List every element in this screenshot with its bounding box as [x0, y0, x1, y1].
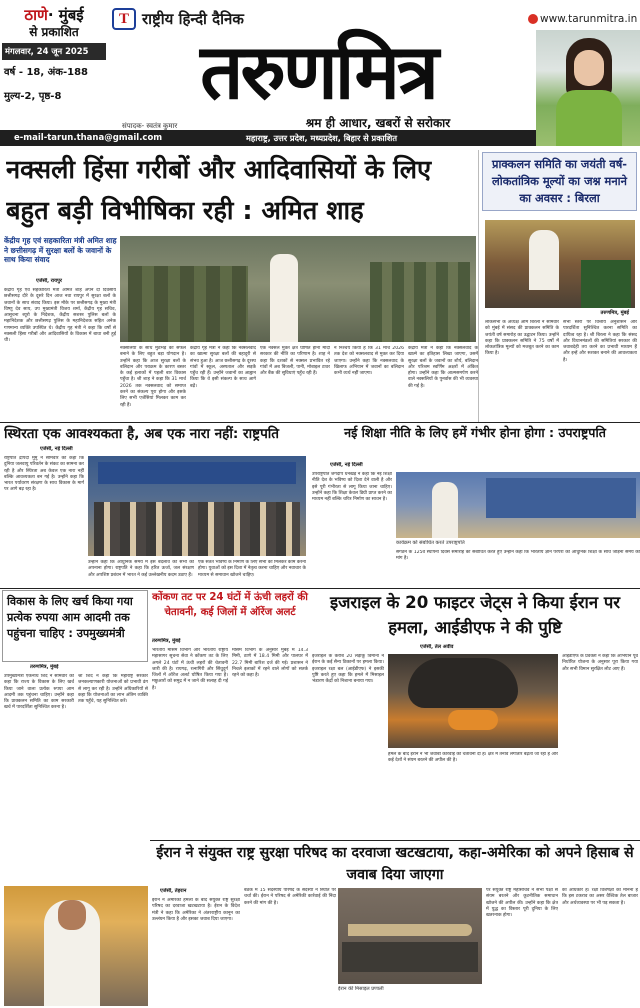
israel-column-1: इजराइल के करीब 20 लड़ाकू विमानों ने ईरान के कई सैन्य ठिकानों पर हमला किया। इजराइल रक्षा बल (आईडीएफ) ने इसकी पुष्टि करते हुए कहा कि हमले में मिसाइल भंडारण केंद्रों को निशाना बनाया गया। [312, 654, 384, 685]
expense-column-1: उपमुख्यमंत्री एकनाथ शिंदे ने सोमवार को कहा कि राज्य के विकास के लिए खर्च किया जाने वाला प्रत्येक रुपया आम आदमी तक पहुंचना चाहिए। उन्होंने कहा कि प्राक्कलन समिति का काम सरकारी खर्च में पारदर्शिता सुनिश्चित करना है। [4, 674, 74, 711]
un-headline: ईरान ने संयुक्त राष्ट्र सुरक्षा परिषद का दरवाजा खटखटाया, कहा-अमेरिका को अपने हिसाब से जवाब दिया जाएगा [156, 845, 634, 883]
slogan-dateline: एजेंसी, नई दिल्ली [40, 446, 73, 452]
israel-photo-fire [448, 710, 498, 730]
side-lead-column-2: सभी स्तरों पर वित्तीय अनुशासन और पारदर्शिता सुनिश्चित करना समिति का दायित्व रहा है। श्री बिरला ने कहा कि संसद और विधानमंडलों की समितियां सरकार की जवाबदेही तय करने का प्रभावी माध्यम हैं और इन्हें और सशक्त बनाने की आवश्यकता है। [563, 320, 637, 363]
side-lead-podium [581, 260, 631, 308]
tax-caption: कार्यक्रम को संबोधित करते उपराष्ट्रपति [396, 540, 465, 546]
un-caption: ईरान की मिसाइल प्रणाली [338, 986, 384, 992]
tax-photo-speaker [432, 482, 458, 538]
lead-column-2: नक्सलियों के साथ मुठभेड़ को सफल बनाने के लिए बहुत बड़ा योगदान है। उन्होंने कहा कि आज सुरक्षा बलों के बलिदान और पराक्रम के कारण बस्तर के कई इलाकों में पहली बार विकास पहुँचा है। श्री शाह ने कहा कि 31 मार्च 2026 तक नक्सलवाद को समाप्त करने का संकल्प पूरा होगा और इसके लिए सभी एजेंसियां मिलकर काम कर रही हैं। [120, 346, 186, 408]
rain-headline: कोंकण तट पर 24 घंटों में ऊंची लहरों की चेतावनी, कई जिलों में ऑरेंज अलर्ट [152, 592, 308, 618]
lead-column-3: केंद्रीय गृह मंत्री ने कहा कि नक्सलवाद का खात्मा सुरक्षा बलों की बहादुरी से संभव हुआ है। आज छत्तीसगढ़ के दूरस्थ गांवों में स्कूल, अस्पताल और सड़कें पहुँच रही हैं। उन्होंने जवानों का आह्वान किया कि वे इसी संकल्प के साथ आगे बढ़ें। [190, 346, 256, 389]
logo-badge-icon: T [112, 8, 136, 30]
lead-column-6-b: केंद्रीय मंत्री ने कहा कि नक्सलवाद के खात्मे का इतिहास लिखा जाएगा, उसमें सुरक्षा बलों के जवानों का शौर्य, बलिदान और परिश्रम स्वर्णिम अक्षरों में अंकित होगा। उन्होंने कहा कि आत्मसमर्पण करने वाले नक्सलियों के पुनर्वास की भी व्यवस्था की गई है। [408, 346, 478, 389]
tagline-top: राष्ट्रीय हिन्दी दैनिक [142, 10, 244, 28]
israel-headline: इजराइल के 20 फाइटर जेट्स ने किया ईरान पर हमला, आईडीएफ ने की पुष्टि [329, 593, 621, 637]
model-dress [556, 90, 622, 146]
side-lead-box [478, 150, 640, 422]
rain-dateline: तरुणमित्र, मुंबई [152, 638, 181, 644]
side-lead-column-1: लोकसभा के अध्यक्ष ओम बिरला ने सोमवार को मुंबई में संसद की प्राक्कलन समिति के जयंती वर्ष समारोह का उद्घाटन किया। उन्होंने कहा कि प्राक्कलन समिति ने 75 वर्षों में लोकतांत्रिक मूल्यों को मजबूत करने का काम किया है। [485, 320, 559, 357]
israel-dateline: एजेंसी, तेल अवीव [420, 644, 454, 650]
slogan-column-1: राष्ट्रपति द्रौपदी मुर्मु ने सोमवार को कहा कि दुनिया जलवायु परिवर्तन के संकट का सामना कर रही है और स्थिरता अब केवल एक नारा नहीं बल्कि आवश्यकता बन गई है। उन्होंने कहा कि भारत पर्यावरण संरक्षण के साथ विकास के मार्ग पर आगे बढ़ रहा है। [4, 456, 84, 493]
slogan-column-3: एक सतत भविष्य के निर्माण के लिए सभी को मिलकर काम करना होगा। युवाओं को इस दिशा में नेतृत्व करना चाहिए और नवाचार के माध्यम से समाधान खोजने चाहिए। [198, 560, 306, 578]
tax-column-2: संगठन के 125वें स्थापना दिवस समारोह को संबोधित करते हुए उन्होंने कहा कि भारतीय ज्ञान परंपरा को आधुनिक शिक्षा के साथ जोड़ना समय की मांग है। [396, 550, 640, 562]
lead-photo-crowd [370, 262, 470, 342]
issue-year: वर्ष - 18, अंक-188 [4, 67, 88, 78]
lead-column-5: ने निश्चय किया है कि 31 मार्च 2026 तक देश को नक्सलवाद से मुक्त कर दिया जाएगा। उन्होंने कहा कि नक्सलवाद के खिलाफ अभियान में जवानों का बलिदान कभी व्यर्थ नहीं जाएगा। [334, 346, 404, 377]
slogan-photo-banner [98, 462, 296, 484]
editor-line: संपादक- स्वतंत्र कुमार [122, 122, 178, 130]
lead-dateline: एजेंसी, रायपुर [36, 278, 62, 284]
globe-icon [528, 14, 538, 24]
expense-box [2, 590, 148, 662]
expense-column-2: श्री शिंदे ने कहा कि महाराष्ट्र सरकार जनकल्याणकारी योजनाओं को प्रभावी ढंग से लागू कर रही है। उन्होंने अधिकारियों से कहा कि योजनाओं का लाभ अंतिम व्यक्ति तक पहुँचे, यह सुनिश्चित करें। [78, 674, 148, 705]
side-lead-speaker [529, 230, 559, 290]
un-dateline: एजेंसी, तेहरान [160, 888, 187, 894]
israel-column-3: आईडीएफ के प्रवक्ता ने कहा कि अभियान पूर्व निर्धारित योजना के अनुसार पूरा किया गया और सभी विमान सुरक्षित लौट आए हैं। [562, 654, 638, 672]
side-lead-headline: प्राक्कलन समिति का जयंती वर्ष-लोकतांत्रिक मूल्यों का जश्न मनाने का अवसर : बिरला [482, 152, 637, 211]
un-column-1: ईरान ने अमेरिकी हमलों के बाद संयुक्त राष्ट्र सुरक्षा परिषद का दरवाजा खटखटाया है। ईरान के विदेश मंत्री ने कहा कि अमेरिका ने अंतरराष्ट्रीय कानून का उल्लंघन किया है और इसका जवाब दिया जाएगा। [152, 898, 240, 922]
slogan-photo [88, 456, 306, 556]
un-column-4: का अधिकार है। रक्षा विशेषज्ञों का मानना है कि इस टकराव का असर वैश्विक तेल बाजार और अर्थव्यवस्था पर भी पड़ सकता है। [562, 888, 638, 906]
tax-column-1: उपराष्ट्रपति जगदीप धनखड़ ने कहा कि नई शिक्षा नीति देश के भविष्य को दिशा देने वाली है और इसे पूरी गंभीरता से लागू किया जाना चाहिए। उन्होंने कहा कि शिक्षा केवल डिग्री प्राप्त करने का माध्यम नहीं बल्कि चरित्र निर्माण का साधन है। [312, 472, 392, 503]
lead-column-4: एक नक्सल मुक्त क्षेत्र घोषित होना मोदी सरकार की नीति का परिणाम है। शाह ने कहा कि दशकों से नक्सल प्रभावित रहे गांवों में अब बिजली, पानी, मोबाइल टावर और बैंक की सुविधाएं पहुँच रही हैं। [260, 346, 330, 377]
lead-photo-soldiers [128, 266, 248, 342]
tax-photo [396, 472, 640, 538]
issue-date: मंगलवार, 24 जून 2025 [2, 43, 106, 60]
slogan-headline: स्थिरता एक आवश्यकता है, अब एक नारा नहीं: राष्ट्रपति [4, 426, 280, 442]
city-label: ठाणे· मुंबई [24, 6, 84, 24]
newspaper-title: तरुणमित्र [200, 28, 436, 116]
model-photo [536, 30, 640, 146]
divider-1 [0, 422, 640, 423]
divider-2 [0, 588, 640, 589]
expense-dateline: तरुणमित्र, मुंबई [30, 664, 59, 670]
lead-subhead: केंद्रीय गृह एवं सहकारिता मंत्री अमित शाह ने छत्तीसगढ़ में सुरक्षा बलों के जवानों के साथ किया संवाद [4, 236, 117, 265]
rain-box [150, 590, 310, 636]
slogan-column-2: उन्होंने कहा कि आधुनिक समय में इस बदलाव को सभी को अपनाना होगा। राष्ट्रपति ने कहा कि हरित ऊर्जा, जल संरक्षण और अपशिष्ट प्रबंधन में भारत ने कई उल्लेखनीय कदम उठाए हैं। [88, 560, 194, 578]
side-lead-dateline: तरुणमित्र, मुंबई [600, 310, 629, 316]
masthead-left-info [2, 4, 106, 144]
model-face [574, 50, 604, 86]
un-photo [338, 888, 482, 984]
slogan-photo-people [94, 502, 300, 556]
tax-photo-banner [486, 478, 636, 518]
un-photo-launcher [342, 942, 478, 972]
lead-photo [120, 236, 476, 342]
expense-headline: विकास के लिए खर्च किया गया प्रत्येक रुपया आम आदमी तक पहुंचना चाहिए : उपमुख्यमंत्री [7, 595, 133, 640]
tax-dateline: एजेंसी, नई दिल्ली [330, 462, 363, 468]
expense-photo [4, 886, 148, 1006]
lead-photo-minister [270, 254, 298, 342]
published-from: से प्रकाशित [29, 25, 79, 39]
tax-headline: नई शिक्षा नीति के लिए हमें गंभीर होना होगा : उपराष्ट्रपति [344, 425, 606, 440]
masthead-strip [0, 130, 536, 146]
lead-column-1: केंद्रीय गृह एवं सहकारिता मंत्री अमित शाह अपने दो दिवसीय छत्तीसगढ़ दौरे के दूसरे दिन आज नवा रायपुर में सुरक्षा बलों के जवानों के साथ संवाद किया। इस मौके पर छत्तीसगढ़ के मुख्य मंत्री विष्णु देव साय, उप मुख्यमंत्री विजय शर्मा, केंद्रीय गृह सचिव, आसूचना ब्यूरो के निदेशक, केंद्रीय सशस्त्र पुलिस बलों के महानिदेशक और छत्तीसगढ़ पुलिस के महानिदेशक सहित अनेक गणमान्य व्यक्ति उपस्थित थे। केंद्रीय गृह मंत्री ने कहा कि वर्षों से नक्सली हिंसा गरीबों और आदिवासियों के विकास में बाधा बनी हुई थी। [4, 288, 116, 344]
publication-states: महाराष्ट्र, उत्तर प्रदेश, मध्यप्रदेश, बिहार से प्रकाशित [246, 133, 397, 143]
israel-photo-smoke [408, 658, 518, 708]
israel-photo [388, 654, 558, 748]
israel-column-2: हमले के बाद ईरान ने भी जवाबी कार्रवाई की चेतावनी दी है। क्षेत्र में तनाव लगातार बढ़ता जा रहा है और कई देशों ने संयम बरतने की अपील की है। [388, 752, 558, 764]
expense-photo-face [58, 900, 86, 930]
contact-email: e-mail-tarun.thana@gmail.com [14, 133, 163, 143]
issue-price: मुल्य-2, पृष्ठ-8 [4, 91, 62, 102]
rain-column-1: भारतीय मौसम विभाग और भारतीय राष्ट्रीय महासागर सूचना सेवा ने कोंकण तट के लिए अगले 24 घंटों में ऊंची लहरों की चेतावनी जारी की है। रायगढ़, रत्नागिरी और सिंधुदुर्ग जिलों में ऑरेंज अलर्ट घोषित किया गया है। मछुआरों को समुद्र में न जाने की सलाह दी गई है। [152, 648, 228, 691]
un-column-3: पर संयुक्त राष्ट्र महासचिव ने सभी पक्षों से संयम बरतने और कूटनीतिक समाधान खोजने की अपील की। उन्होंने कहा कि क्षेत्र में युद्ध का विस्तार पूरी दुनिया के लिए खतरनाक होगा। [486, 888, 558, 919]
un-photo-missile [348, 924, 472, 936]
rain-column-2: मौसम विभाग के अनुसार मुंबई में 14.3 मिमी, ठाणे में 18.4 मिमी और पालघर में 22.7 मिमी बारिश दर्ज की गई। प्रशासन ने निचले इलाकों में रहने वाले लोगों को सतर्क रहने को कहा है। [232, 648, 308, 679]
un-column-2: बैठक में 15 सदस्यीय परिषद के सदस्यों ने स्थिति पर चर्चा की। ईरान ने परिषद से अमेरिकी कार्रवाई की निंदा करने की मांग की है। [244, 888, 336, 906]
website: www.tarunmitra.in [528, 9, 638, 29]
divider-3 [150, 840, 640, 841]
side-lead-photo [485, 220, 635, 308]
lead-headline: नक्सली हिंसा गरीबों और आदिवासियों के लिए बहुत बड़ी विभीषिका रही : अमित शाह [6, 155, 432, 226]
slogan: श्रम ही आधार, खबरों से सरोकार [305, 116, 451, 130]
